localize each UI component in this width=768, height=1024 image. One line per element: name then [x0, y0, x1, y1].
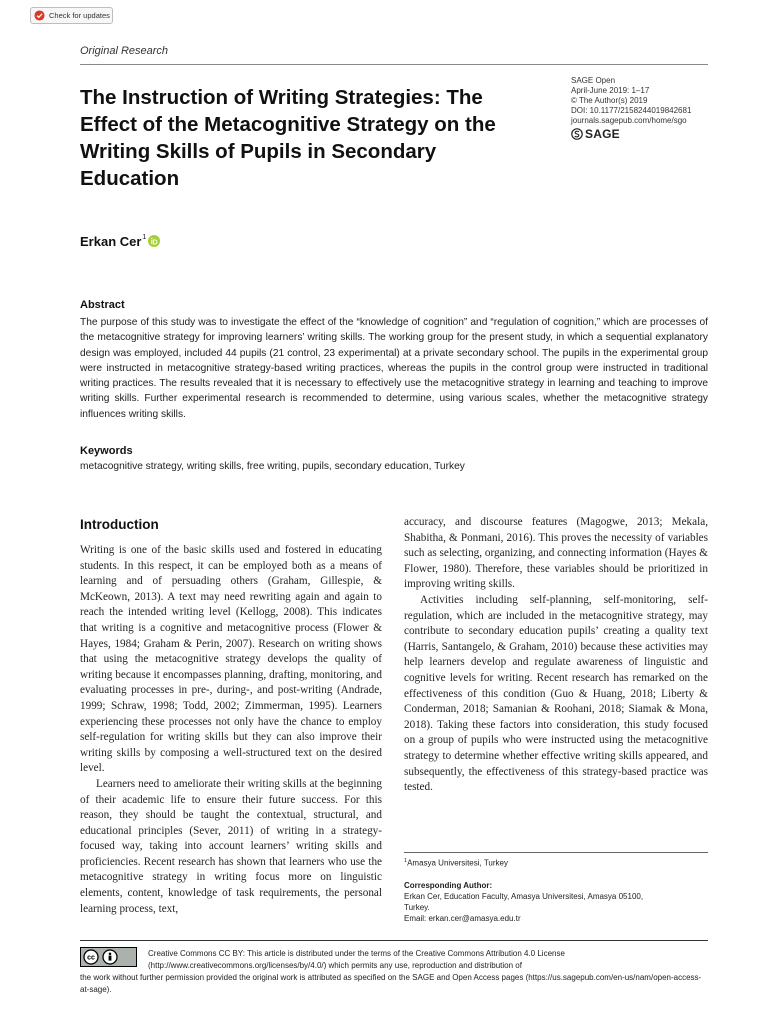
abstract-text: The purpose of this study was to investigate the effect of the “knowledge of cognition” and “regulation of cognition,” which are processes of the metacognitive strategy for improving learners’ writing skills. The working group for the present study, in which a sequential explanatory design was employed, included 44 pupils (21 control, 23 experimental) at a private secondary school. The pupils in the experimental group were instructed in metacognitive strategy-based writing practices, whereas the pupils in the control group were instructed in traditional writing practices. The results revealed that it is necessary to effectively use the metacognitive strategy in learning and teaching to improve writing skills. Further experimental research is recommended to determine, using various scales, whether the metacognitive strategy influences writing skills.	[80, 317, 708, 420]
sage-logo-icon	[571, 128, 583, 140]
corresponding-author-email[interactable]: Email: erkan.cer@amasya.edu.tr	[404, 914, 521, 923]
footnote-affiliation: Amasya Universitesi, Turkey	[407, 858, 508, 868]
journal-issue: April-June 2019: 1–17	[571, 86, 650, 95]
license-text-line1: Creative Commons CC BY: This article is distributed under the terms of the Creative Commons Attribution 4.0 License (http://www.creativecommons.org/licenses/by/4.0/) which permits any use, reproduction and distribution of	[148, 949, 565, 971]
svg-text:cc: cc	[87, 954, 95, 962]
intro-paragraph-4: Activities including self-planning, self-monitoring, self-regulation, which are included in the metacognitive strategy, may contribute to secondary education pupils’ creating a quality text (Harris, Santangelo, & Graham, 2010) because these activities may help learners develop and regulate awareness of linguistic and cognitive levels for writing. Recent research has remarked on the effectiveness of this condition (Guo & Huang, 2018; Liberty & Conderman, 2018; Samanian & Roohani, 2018; Siamak & Mona, 2018). Taking these factors into consideration, this study focused on a group of pupils who were instructed using the metacognitive strategy to determine whether effective writing skills appeared, and subsequently, the effectiveness of this strategy-based practice was tested.	[404, 593, 708, 794]
journal-metadata	[571, 76, 731, 140]
corresponding-author-country: Turkey.	[404, 903, 430, 912]
orcid-icon[interactable]	[148, 235, 160, 247]
update-badge-label: Check for updates	[49, 11, 110, 20]
license-text-line2: the work without further permission provided the original work is attributed as specified on the SAGE and Open Access pages (https://us.sagepub.com/en-us/nam/open-access-at-sage).	[80, 973, 702, 995]
keywords-heading: Keywords	[80, 445, 133, 457]
intro-paragraph-1: Writing is one of the basic skills used and fostered in educating students. In this respect, it can be employed both as a means of learning and of persuading others (Graham, Gillespie, & McKeown, 2013). A text may need rewriting again and again to reach the intended writing level (Kellogg, 2008). This indicates that writing is a cognitive and metacognitive process (Flower & Hayes, 1984; Graham & Perin, 2007). Research on writing shows that using the metacognitive strategy develops the quality of writing because it encompasses planning, drafting, monitoring, and evaluating processes in pre-, during-, and post-writing (Andrade, 1999; Schraw, 1998; Todd, 2002; Zimmerman, 1995). Learners experiencing these processes not only have the chance to employ self-regulation for writing skills but they can also improve their writing skills by composing a well-structured text on the desired level.	[80, 544, 382, 775]
license-divider	[80, 940, 708, 941]
update-check-icon	[34, 10, 45, 21]
attribution-person-icon	[102, 949, 118, 965]
creative-commons-icon	[83, 949, 99, 965]
cc-by-badge[interactable]	[80, 947, 137, 967]
body-column-left	[80, 515, 382, 917]
article-type-label: Original Research	[80, 45, 169, 57]
corresponding-author-address: Erkan Cer, Education Faculty, Amasya Universitesi, Amasya 05100,	[404, 892, 644, 901]
publisher-name: SAGE	[585, 127, 620, 141]
introduction-heading: Introduction	[80, 517, 159, 532]
article-title: The Instruction of Writing Strategies: The Effect of the Metacognitive Strategy on the Writing Skills of Pupils in Secondary Education	[80, 86, 496, 190]
journal-doi[interactable]: DOI: 10.1177/2158244019842681	[571, 106, 692, 115]
check-for-updates-badge[interactable]	[30, 7, 113, 24]
author-line	[80, 234, 160, 249]
corresponding-author-heading: Corresponding Author:	[404, 881, 493, 890]
author-name: Erkan Cer	[80, 234, 142, 249]
publisher-logo	[571, 128, 731, 140]
author-affiliation-footnote	[404, 858, 708, 868]
header-divider	[80, 64, 708, 65]
footnote-divider	[404, 852, 708, 853]
body-column-right	[404, 515, 708, 796]
intro-paragraph-2: Learners need to ameliorate their writing skills at the beginning of their academic life to ensure their future success. For this reason, they should be taught the contextual, structural, and educational principles (Sever, 2011) of writing in a strategy-focused way, taking into account learners’ writing skills and proficiencies. Recent research has shown that learners who use the metacognitive strategy in writing focus more on linguistic elements, content, knowledge of task requirements, the personal learning process, text,	[80, 777, 382, 915]
journal-copyright: © The Author(s) 2019	[571, 96, 648, 105]
journal-url[interactable]: journals.sagepub.com/home/sgo	[571, 116, 687, 125]
intro-paragraph-3: accuracy, and discourse features (Magogwe, 2013; Mekala, Shabitha, & Ponmani, 2016). This proves the necessity of variables such as selecting, organizing, and connecting information (Hayes & Flower, 1980). Therefore, these variables should be prioritized in improving writing skills.	[404, 516, 708, 591]
journal-name: SAGE Open	[571, 76, 616, 85]
author-affiliation-mark: 1	[142, 234, 147, 241]
abstract-heading: Abstract	[80, 299, 125, 311]
footnote-mark: 1	[404, 858, 408, 864]
corresponding-author-block	[404, 880, 708, 924]
keywords-text: metacognitive strategy, writing skills, free writing, pupils, secondary education, Turkey	[80, 461, 465, 472]
